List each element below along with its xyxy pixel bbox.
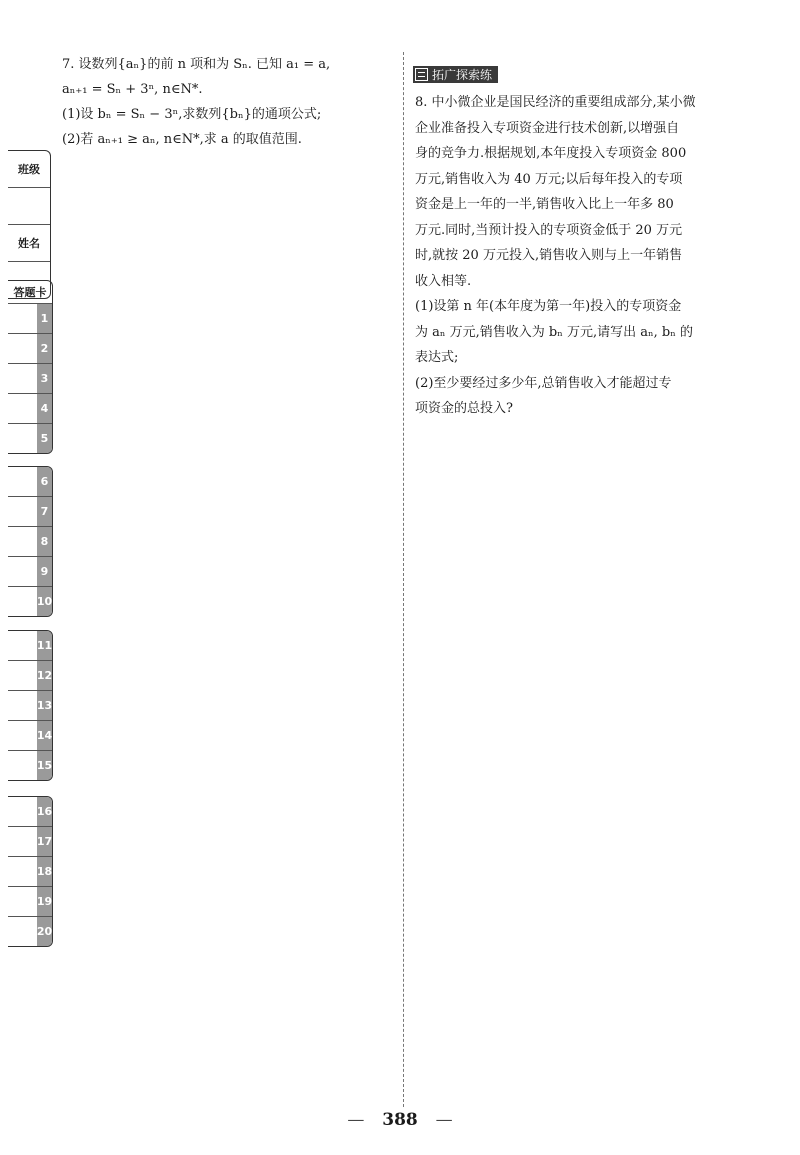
answer-row-number: 15	[37, 751, 52, 780]
footer-dash-right: —	[435, 1110, 453, 1130]
question-8-line: 8. 中小微企业是国民经济的重要组成部分,某小微	[415, 95, 696, 110]
question-7-stem-cont: aₙ₊₁ = Sₙ + 3ⁿ, n∈N*.	[62, 82, 203, 97]
answer-row[interactable]	[8, 334, 52, 364]
answer-row-number: 18	[37, 857, 52, 886]
answer-row[interactable]	[8, 587, 52, 616]
answer-card-group-2	[8, 466, 53, 617]
answer-row-number: 12	[37, 661, 52, 690]
question-8-line: 万元,销售收入为 40 万元;以后每年投入的专项	[415, 171, 683, 187]
answer-row[interactable]	[8, 467, 52, 497]
answer-row-number: 10	[37, 587, 52, 616]
question-8-line: 项资金的总投入?	[415, 401, 513, 416]
answer-row[interactable]	[8, 857, 52, 887]
page-number: 388	[382, 1110, 418, 1130]
answer-row-number: 3	[37, 364, 52, 393]
answer-row[interactable]	[8, 721, 52, 751]
class-label: 班级	[8, 151, 50, 188]
question-7-part-1: (1)设 bₙ = Sₙ − 3ⁿ,求数列{bₙ}的通项公式;	[62, 107, 322, 122]
answer-row-number: 13	[37, 691, 52, 720]
answer-row[interactable]	[8, 394, 52, 424]
answer-row[interactable]	[8, 424, 52, 453]
question-7	[62, 52, 392, 152]
question-8-line: 表达式;	[415, 350, 459, 365]
column-divider	[403, 52, 404, 1107]
notebook-icon	[415, 68, 428, 81]
question-8-line: 身的竞争力.根据规划,本年度投入专项资金 800	[415, 146, 687, 161]
question-8-line: 万元.同时,当预计投入的专项资金低于 20 万元	[415, 222, 683, 238]
answer-row-number: 20	[37, 917, 52, 946]
answer-row-number: 11	[37, 631, 52, 660]
name-label: 姓名	[8, 225, 50, 262]
answer-row[interactable]	[8, 917, 52, 946]
question-8-line: 时,就按 20 万元投入,销售收入则与上一年销售	[415, 248, 683, 263]
question-8-line: 企业准备投入专项资金进行技术创新,以增强自	[415, 120, 680, 136]
answer-row[interactable]	[8, 557, 52, 587]
answer-row-number: 7	[37, 497, 52, 526]
class-field[interactable]	[8, 188, 50, 225]
answer-card-group-3	[8, 630, 53, 781]
answer-row-number: 8	[37, 527, 52, 556]
question-8	[415, 90, 745, 422]
answer-row-number: 17	[37, 827, 52, 856]
answer-row-number: 4	[37, 394, 52, 423]
answer-row[interactable]	[8, 691, 52, 721]
answer-row-number: 6	[37, 467, 52, 496]
answer-row[interactable]	[8, 797, 52, 827]
answer-row-number: 16	[37, 797, 52, 826]
answer-row[interactable]	[8, 661, 52, 691]
page-number-footer	[0, 1110, 800, 1130]
answer-row[interactable]	[8, 527, 52, 557]
answer-row[interactable]	[8, 887, 52, 917]
answer-row[interactable]	[8, 497, 52, 527]
question-8-line: (1)设第 n 年(本年度为第一年)投入的专项资金	[415, 299, 682, 314]
answer-row[interactable]	[8, 364, 52, 394]
question-7-stem: 7. 设数列{aₙ}的前 n 项和为 Sₙ. 已知 a₁ = a,	[62, 57, 331, 72]
section-tag	[413, 66, 498, 83]
answer-row[interactable]	[8, 631, 52, 661]
answer-row[interactable]	[8, 304, 52, 334]
student-info-box	[8, 150, 51, 299]
answer-row[interactable]	[8, 751, 52, 780]
question-8-line: 收入相等.	[415, 273, 472, 289]
question-7-part-2: (2)若 aₙ₊₁ ≥ aₙ, n∈N*,求 a 的取值范围.	[62, 132, 302, 147]
footer-dash-left: —	[347, 1110, 365, 1130]
answer-card-title: 答题卡	[8, 281, 52, 304]
answer-row-number: 19	[37, 887, 52, 916]
answer-row-number: 14	[37, 721, 52, 750]
answer-card-group-4	[8, 796, 53, 947]
question-8-line: 为 aₙ 万元,销售收入为 bₙ 万元,请写出 aₙ, bₙ 的	[415, 324, 693, 340]
question-8-line: (2)至少要经过多少年,总销售收入才能超过专	[415, 375, 672, 391]
answer-row-number: 1	[37, 304, 52, 333]
answer-card-group-1	[8, 280, 53, 454]
answer-row[interactable]	[8, 827, 52, 857]
section-tag-label: 拓广探索练	[432, 68, 493, 82]
answer-row-number: 5	[37, 424, 52, 453]
question-8-line: 资金是上一年的一半,销售收入比上一年多 80	[415, 197, 674, 212]
answer-row-number: 9	[37, 557, 52, 586]
answer-row-number: 2	[37, 334, 52, 363]
